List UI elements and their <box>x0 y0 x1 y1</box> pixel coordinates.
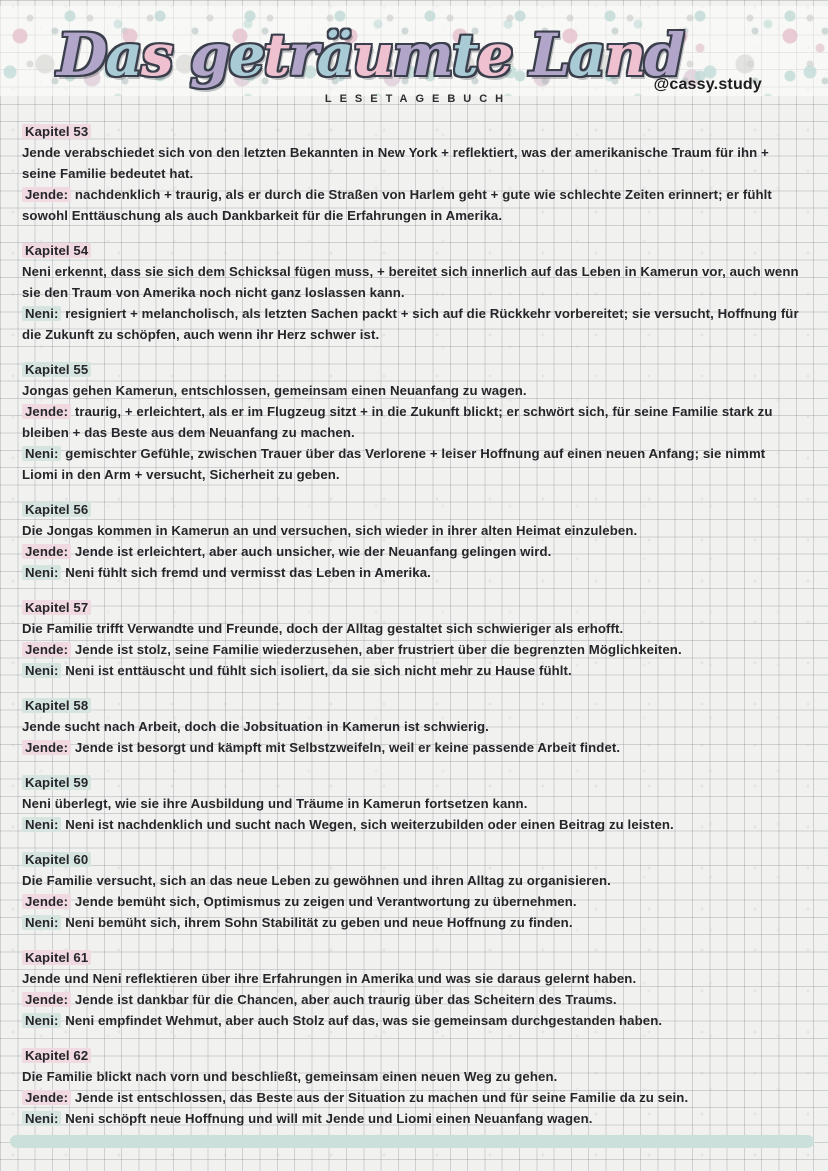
entry-text: Jende und Neni reflektieren über ihre Erfahrungen in Amerika und was sie daraus gelernt haben. <box>22 971 637 986</box>
chapter-entry <box>22 968 800 989</box>
title-letter: e <box>476 21 512 89</box>
entry-text: nachdenklich + traurig, als er durch die Straßen von Harlem geht + gute wie schlechte Zeiten erinnert; er fühlt sowohl Enttäuschung als auch Dankbarkeit für die Erfahrungen in Amerika. <box>22 187 772 223</box>
entry-label: Jende: <box>22 992 71 1007</box>
page-title <box>40 16 700 94</box>
entry-text: Jende ist erleichtert, aber auch unsicher, wie der Neuanfang gelingen wird. <box>74 544 552 559</box>
entry-text: Jende ist entschlossen, das Beste aus der Situation zu machen und für seine Familie da zu sein. <box>74 1090 689 1105</box>
title-letter: a <box>105 21 142 89</box>
chapter-heading <box>22 1045 800 1066</box>
chapter-block <box>22 772 800 835</box>
entry-text: traurig, + erleichtert, als er im Flugzeug sitzt + in die Zukunft blickt; er schwört sich, für seine Familie stark zu bleiben + das Beste aus dem Neuanfang zu machen. <box>22 404 773 440</box>
title-letter: u <box>352 21 393 89</box>
entry-text: Neni erkennt, dass sie sich dem Schicksal fügen muss, + bereitet sich innerlich auf das Leben in Kamerun vor, auch wenn sie den Traum von Amerika noch nicht ganz loslassen kann. <box>22 264 799 300</box>
chapter-entry <box>22 793 800 814</box>
chapter-block <box>22 499 800 583</box>
entry-label: Neni: <box>22 565 61 580</box>
entry-text: Die Familie trifft Verwandte und Freunde, doch der Alltag gestaltet sich schwieriger als erhofft. <box>22 621 624 636</box>
entry-text: Die Familie versucht, sich an das neue Leben zu gewöhnen und ihren Alltag zu organisieren. <box>22 873 611 888</box>
chapter-title: Kapitel 57 <box>22 600 91 615</box>
chapter-entry <box>22 870 800 891</box>
chapter-heading <box>22 772 800 793</box>
chapter-title: Kapitel 56 <box>22 502 91 517</box>
entry-label: Neni: <box>22 1013 61 1028</box>
chapter-title: Kapitel 62 <box>22 1048 91 1063</box>
title-letter <box>512 21 530 89</box>
entry-label: Jende: <box>22 404 71 419</box>
chapter-entry <box>22 541 800 562</box>
chapter-block <box>22 359 800 485</box>
chapter-entry <box>22 1010 800 1031</box>
entry-text: Neni fühlt sich fremd und vermisst das Leben in Amerika. <box>65 565 431 580</box>
entry-label: Jende: <box>22 740 71 755</box>
entry-text: Neni bemüht sich, ihrem Sohn Stabilität zu geben und neue Hoffnung zu finden. <box>65 915 573 930</box>
entry-text: Neni ist enttäuscht und fühlt sich isoliert, da sie sich nicht mehr zu Hause fühlt. <box>65 663 572 678</box>
chapter-heading <box>22 359 800 380</box>
chapter-title: Kapitel 61 <box>22 950 91 965</box>
header-banner <box>0 6 828 96</box>
chapter-title: Kapitel 60 <box>22 852 91 867</box>
chapter-entry <box>22 716 800 737</box>
entry-text: Die Familie blickt nach vorn und beschließt, gemeinsam einen neuen Weg zu gehen. <box>22 1069 558 1084</box>
title-letter: n <box>604 21 645 89</box>
entry-text: gemischter Gefühle, zwischen Trauer über das Verlorene + leiser Hoffnung auf einen neuen Anfang; sie nimmt Liomi in den Arm + versucht, Sicherheit zu geben. <box>22 446 766 482</box>
chapter-entry <box>22 520 800 541</box>
chapter-heading <box>22 121 800 142</box>
entry-text: Neni schöpft neue Hoffnung und will mit Jende und Liomi einen Neuanfang wagen. <box>65 1111 593 1126</box>
entry-label: Neni: <box>22 1111 61 1126</box>
entry-text: Jende bemüht sich, Optimismus zu zeigen und Verantwortung zu übernehmen. <box>74 894 577 909</box>
entry-text: Die Jongas kommen in Kamerun an und versuchen, sich wieder in ihrer alten Heimat einzuleben. <box>22 523 638 538</box>
chapter-block <box>22 597 800 681</box>
entry-text: Jende sucht nach Arbeit, doch die Jobsituation in Kamerun ist schwierig. <box>22 719 489 734</box>
entry-text: Neni überlegt, wie sie ihre Ausbildung und Träume in Kamerun fortsetzen kann. <box>22 796 528 811</box>
entry-label: Jende: <box>22 642 71 657</box>
chapter-title: Kapitel 54 <box>22 243 91 258</box>
chapter-entry <box>22 184 800 226</box>
chapter-entry <box>22 618 800 639</box>
chapter-entry <box>22 1087 800 1108</box>
entry-label: Neni: <box>22 306 61 321</box>
chapter-entry <box>22 891 800 912</box>
title-letter: t <box>451 21 477 89</box>
chapter-entry <box>22 562 800 583</box>
chapter-entry <box>22 989 800 1010</box>
chapter-heading <box>22 240 800 261</box>
chapter-entry <box>22 142 800 184</box>
chapter-entry <box>22 303 800 345</box>
chapter-block <box>22 1045 800 1129</box>
title-letter: a <box>568 21 605 89</box>
entry-text: resigniert + melancholisch, als letzten Sachen packt + sich auf die Rückkehr vorbereitet; sie versucht, Hoffnung für die Zukunft zu schöpfen, auch wenn ihr Herz schwer ist. <box>22 306 799 342</box>
entry-text: Neni empfindet Wehmut, aber auch Stolz auf das, was sie gemeinsam durchgestanden haben. <box>65 1013 663 1028</box>
chapter-heading <box>22 695 800 716</box>
title-letter: m <box>392 21 452 89</box>
page-subtitle: LESETAGEBUCH <box>324 93 512 105</box>
title-letter: d <box>644 21 683 89</box>
entry-label: Jende: <box>22 894 71 909</box>
title-letter: r <box>288 21 317 89</box>
title-letter: L <box>529 21 569 89</box>
entry-text: Jende ist stolz, seine Familie wiederzusehen, aber frustriert über die begrenzten Möglichkeiten. <box>74 642 682 657</box>
chapter-block <box>22 121 800 226</box>
chapter-entry <box>22 261 800 303</box>
title-letter: e <box>228 21 264 89</box>
chapter-title: Kapitel 53 <box>22 124 91 139</box>
entry-label: Neni: <box>22 446 61 461</box>
entry-text: Jende verabschiedet sich von den letzten Bekannten in New York + reflektiert, was der amerikanische Traum für ihn + seine Familie bedeutet hat. <box>22 145 769 181</box>
chapter-title: Kapitel 55 <box>22 362 91 377</box>
chapter-entry <box>22 401 800 443</box>
entry-label: Neni: <box>22 817 61 832</box>
title-letter <box>172 21 190 89</box>
title-letter: D <box>57 21 106 89</box>
entry-text: Jongas gehen Kamerun, entschlossen, gemeinsam einen Neuanfang zu wagen. <box>22 383 527 398</box>
entry-text: Jende ist besorgt und kämpft mit Selbstzweifeln, weil er keine passende Arbeit findet. <box>74 740 621 755</box>
chapter-heading <box>22 849 800 870</box>
author-handle: @cassy.study <box>653 76 762 93</box>
chapter-title: Kapitel 58 <box>22 698 91 713</box>
entry-label: Jende: <box>22 1090 71 1105</box>
entry-text: Jende ist dankbar für die Chancen, aber auch traurig über das Scheitern des Traums. <box>74 992 617 1007</box>
entry-label: Jende: <box>22 544 71 559</box>
chapter-block <box>22 695 800 758</box>
chapter-entry <box>22 443 800 485</box>
entry-label: Jende: <box>22 187 71 202</box>
title-letter: g <box>189 21 229 89</box>
chapter-heading <box>22 499 800 520</box>
chapter-block <box>22 947 800 1031</box>
chapter-entry <box>22 912 800 933</box>
chapter-entry <box>22 639 800 660</box>
chapter-entry <box>22 1066 800 1087</box>
entry-label: Neni: <box>22 663 61 678</box>
chapter-heading <box>22 597 800 618</box>
chapter-entry <box>22 814 800 835</box>
chapter-entry <box>22 1108 800 1129</box>
chapter-entry <box>22 737 800 758</box>
title-letter: t <box>263 21 289 89</box>
title-letter: ä <box>316 21 353 89</box>
highlighter-bar <box>10 1135 814 1148</box>
chapter-heading <box>22 947 800 968</box>
entry-text: Neni ist nachdenklich und sucht nach Wegen, sich weiterzubilden oder einen Beitrag zu leisten. <box>65 817 674 832</box>
entry-label: Neni: <box>22 915 61 930</box>
chapter-title: Kapitel 59 <box>22 775 91 790</box>
chapter-block <box>22 849 800 933</box>
chapter-list <box>22 121 800 1148</box>
chapter-block <box>22 240 800 345</box>
chapter-entry <box>22 660 800 681</box>
title-letter: s <box>141 21 172 89</box>
chapter-entry <box>22 380 800 401</box>
